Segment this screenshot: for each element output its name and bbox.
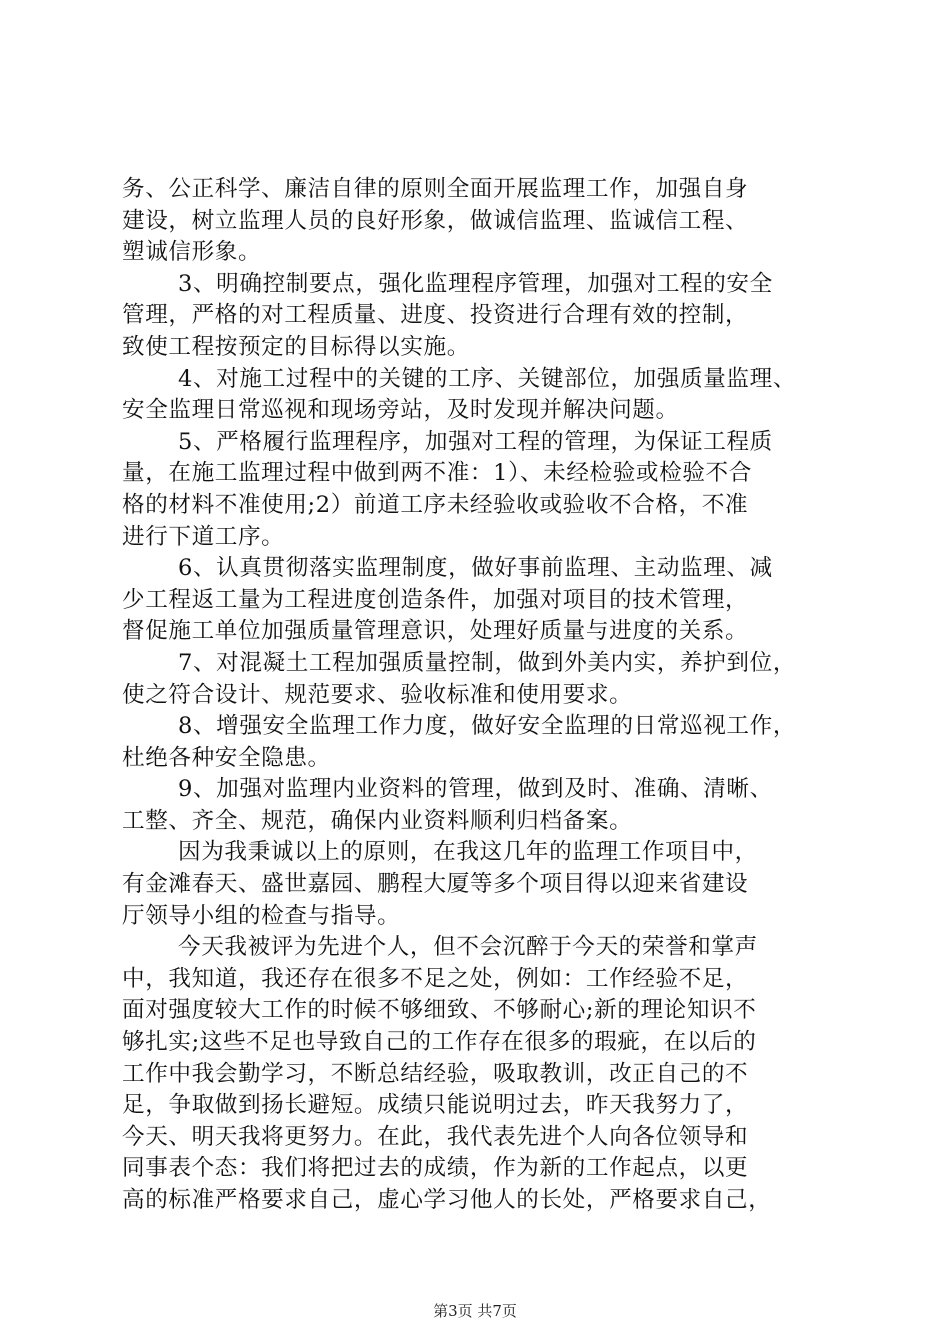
text-line: 督促施工单位加强质量管理意识，处理好质量与进度的关系。 — [122, 618, 749, 645]
text-line: 管理，严格的对工程质量、进度、投资进行合理有效的控制， — [122, 302, 749, 329]
text-line: 杜绝各种安全隐患。 — [122, 744, 331, 771]
text-line: 中，我知道，我还存在很多不足之处，例如：工作经验不足， — [122, 965, 749, 992]
text-line: 面对强度较大工作的时候不够细致、不够耐心;新的理论知识不 — [122, 997, 757, 1024]
text-line: 有金滩春天、盛世嘉园、鹏程大厦等多个项目得以迎来省建设 — [122, 871, 749, 898]
text-line: 今天我被评为先进个人，但不会沉醉于今天的荣誉和掌声 — [178, 934, 758, 961]
text-line: 足，争取做到扬长避短。成绩只能说明过去，昨天我努力了， — [122, 1092, 749, 1119]
text-line: 同事表个态：我们将把过去的成绩，作为新的工作起点，以更 — [122, 1155, 749, 1182]
text-line: 塑诚信形象。 — [122, 239, 262, 266]
text-line: 6、认真贯彻落实监理制度，做好事前监理、主动监理、减 — [178, 555, 773, 582]
text-line: 工整、齐全、规范，确保内业资料顺利归档备案。 — [122, 807, 633, 834]
text-line: 9、加强对监理内业资料的管理，做到及时、准确、清晰、 — [178, 776, 773, 803]
text-line: 今天、明天我将更努力。在此，我代表先进个人向各位领导和 — [122, 1123, 749, 1150]
text-line: 4、对施工过程中的关键的工序、关键部位，加强质量监理、 — [178, 365, 797, 392]
text-line: 工作中我会勤学习，不断总结经验，吸取教训，改正自己的不 — [122, 1060, 749, 1087]
text-line: 安全监理日常巡视和现场旁站，及时发现并解决问题。 — [122, 397, 679, 424]
document-body — [122, 174, 842, 1217]
text-line: 使之符合设计、规范要求、验收标准和使用要求。 — [122, 681, 633, 708]
text-line: 8、增强安全监理工作力度，做好安全监理的日常巡视工作， — [178, 713, 797, 740]
text-line: 少工程返工量为工程进度创造条件，加强对项目的技术管理， — [122, 586, 749, 613]
text-line: 高的标准严格要求自己，虚心学习他人的长处，严格要求自己， — [122, 1187, 772, 1213]
text-line: 量，在施工监理过程中做到两不准：1）、未经检验或检验不合 — [122, 460, 752, 487]
text-line: 因为我秉诚以上的原则，在我这几年的监理工作项目中， — [178, 839, 758, 866]
text-line: 建设，树立监理人员的良好形象，做诚信监理、监诚信工程、 — [122, 207, 749, 234]
text-line: 厅领导小组的检查与指导。 — [122, 902, 401, 929]
text-line: 务、公正科学、廉洁自律的原则全面开展监理工作，加强自身 — [122, 176, 749, 202]
text-line: 致使工程按预定的目标得以实施。 — [122, 333, 470, 360]
text-line: 格的材料不准使用;2）前道工序未经验收或验收不合格，不准 — [122, 491, 749, 518]
text-line: 够扎实;这些不足也导致自己的工作存在很多的瑕疵，在以后的 — [122, 1029, 757, 1056]
text-line: 进行下道工序。 — [122, 523, 285, 550]
page-footer: 第3页 共7页 — [433, 1302, 517, 1320]
text-line: 7、对混凝土工程加强质量控制，做到外美内实，养护到位， — [178, 649, 797, 676]
text-line: 3、明确控制要点，强化监理程序管理，加强对工程的安全 — [178, 270, 773, 297]
text-line: 5、严格履行监理程序，加强对工程的管理，为保证工程质 — [178, 428, 773, 455]
